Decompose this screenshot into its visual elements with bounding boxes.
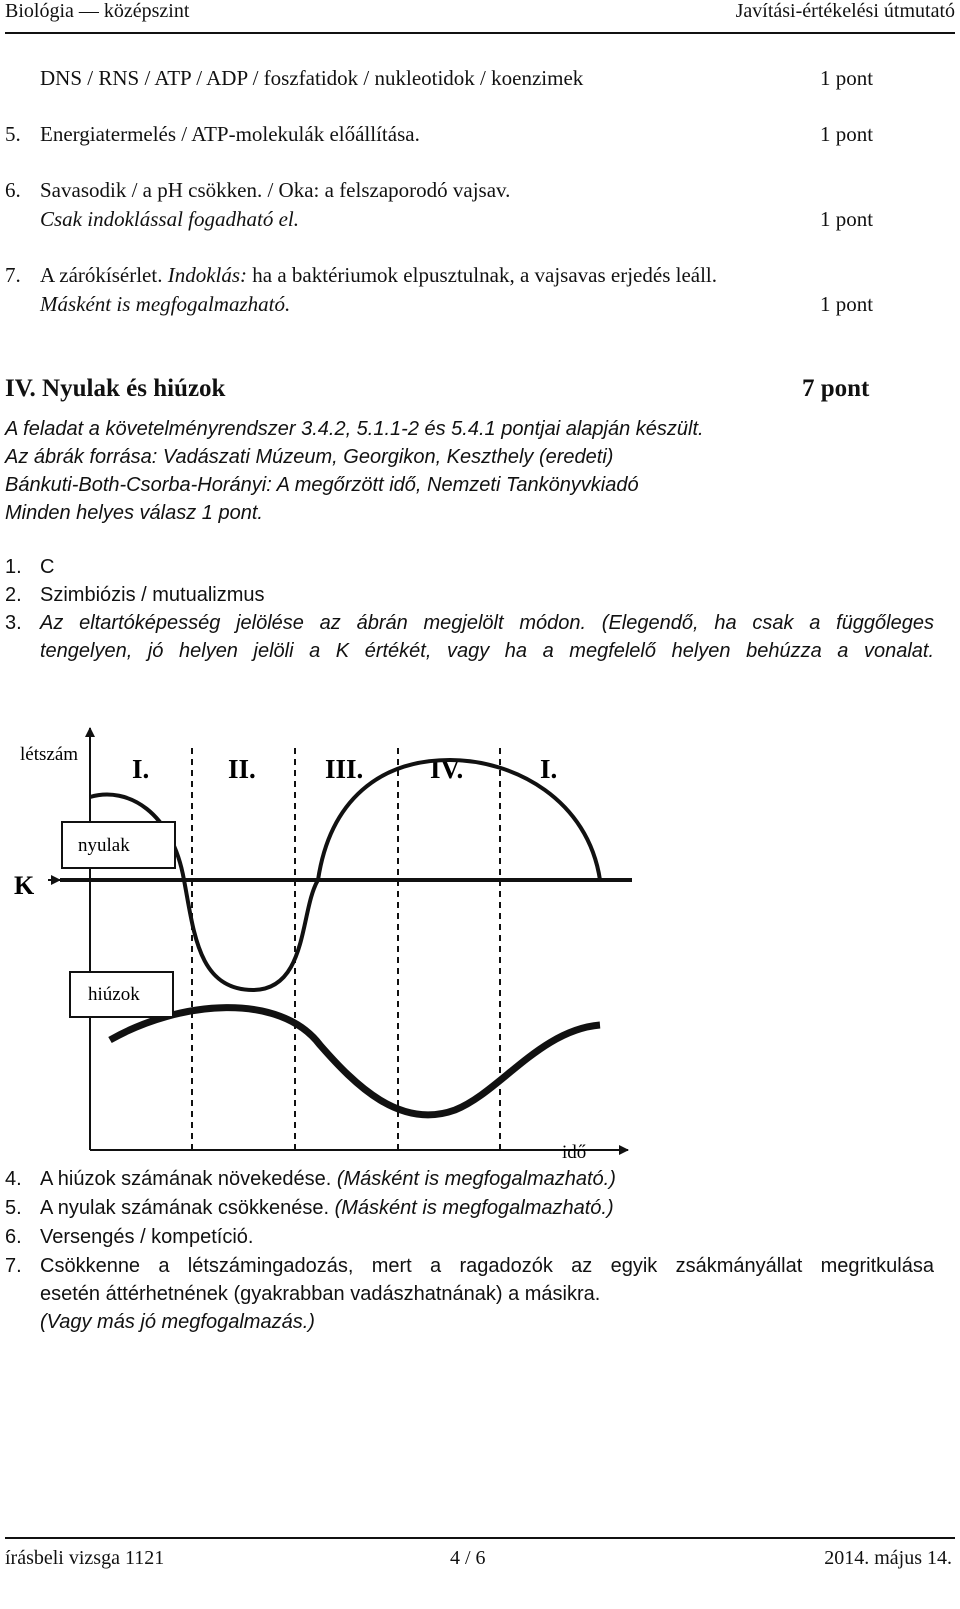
lynx-population-curve [110, 1008, 600, 1115]
phase-label: I. [540, 754, 558, 784]
lynx-label: hiúzok [88, 984, 140, 1005]
k-label: K [14, 871, 35, 900]
footer-rule [5, 1537, 955, 1539]
item-text: Savasodik / a pH csökken. / Oka: a felszaporodó vajsav. [40, 178, 511, 202]
item-number: 5. [5, 122, 21, 146]
answer-text: tengelyen, jó helyen jelöli a K értékét, vagy ha a megfelelő helyen behúzza a vonalat. [40, 640, 934, 662]
answer-number: 3. [5, 612, 22, 634]
section-points: 7 pont [802, 375, 870, 402]
hare-population-curve [90, 760, 600, 990]
answer-text: C [40, 556, 55, 578]
answer-number: 2. [5, 584, 22, 606]
answer-number: 4. [5, 1168, 22, 1190]
answer-text: Az eltartóképesség jelölése az ábrán megjelölt módon. (Elegendő, ha csak a függőleges [40, 612, 934, 634]
answer-number: 1. [5, 556, 22, 578]
predator-prey-figure [0, 700, 960, 1170]
item-text: A zárókísérlet. Indoklás: ha a baktériumok elpusztulnak, a vajsavas erjedés leáll. [40, 263, 718, 287]
answer-text: Szimbiózis / mutualizmus [40, 584, 265, 606]
answer-number: 5. [5, 1197, 22, 1219]
answer-text: A nyulak számának csökkenése. (Másként is megfogalmazható.) [40, 1197, 614, 1219]
answer-text: A hiúzok számának növekedése. (Másként is megfogalmazható.) [40, 1168, 616, 1190]
phase-label: I. [132, 754, 150, 784]
item-note: Másként is megfogalmazható. [40, 292, 291, 316]
hare-label: nyulak [78, 835, 130, 856]
answer-text: Versengés / kompetíció. [40, 1226, 254, 1248]
answer-text: Csökkenne a létszámingadozás, mert a ragadozók az egyik zsákmányállat megritkulása [40, 1255, 934, 1277]
intro-line: Bánkuti-Both-Csorba-Horányi: A megőrzött idő, Nemzeti Tankönyvkiadó [5, 474, 639, 496]
item-points: 1 pont [820, 122, 874, 146]
item-points: 1 pont [820, 292, 874, 316]
footer-right: 2014. május 14. [824, 1547, 952, 1569]
item-points: 1 pont [820, 66, 874, 90]
item-text: DNS / RNS / ATP / ADP / foszfatidok / nukleotidok / koenzimek [40, 66, 584, 90]
x-axis-label: idő [562, 1142, 587, 1163]
answer-number: 6. [5, 1226, 22, 1248]
item-number: 7. [5, 263, 21, 287]
answer-number: 7. [5, 1255, 22, 1277]
y-axis-label: létszám [20, 744, 79, 765]
header-left: Biológia — középszint [5, 0, 190, 22]
answer-text: esetén áttérhetnének (gyakrabban vadászhatnának) a másikra. [40, 1283, 601, 1305]
item-number: 6. [5, 178, 21, 202]
footer-left: írásbeli vizsga 1121 [5, 1547, 165, 1569]
phase-label: II. [228, 754, 256, 784]
header-right: Javítási-értékelési útmutató [735, 0, 955, 22]
header-rule [5, 32, 955, 34]
intro-line: A feladat a követelményrendszer 3.4.2, 5.1.1-2 és 5.4.1 pontjai alapján készült. [5, 418, 704, 440]
answer-note: (Vagy más jó megfogalmazás.) [40, 1311, 315, 1333]
phase-label: III. [325, 754, 364, 784]
footer-page-number: 4 / 6 [450, 1547, 486, 1569]
phase-label: IV. [430, 754, 464, 784]
section-title: IV. Nyulak és hiúzok [5, 375, 226, 402]
item-text: Energiatermelés / ATP-molekulák előállítása. [40, 122, 420, 146]
item-points: 1 pont [820, 207, 874, 231]
intro-line: Az ábrák forrása: Vadászati Múzeum, Georgikon, Keszthely (eredeti) [5, 446, 614, 468]
item-note: Csak indoklással fogadható el. [40, 207, 299, 231]
intro-line: Minden helyes válasz 1 pont. [5, 502, 263, 524]
